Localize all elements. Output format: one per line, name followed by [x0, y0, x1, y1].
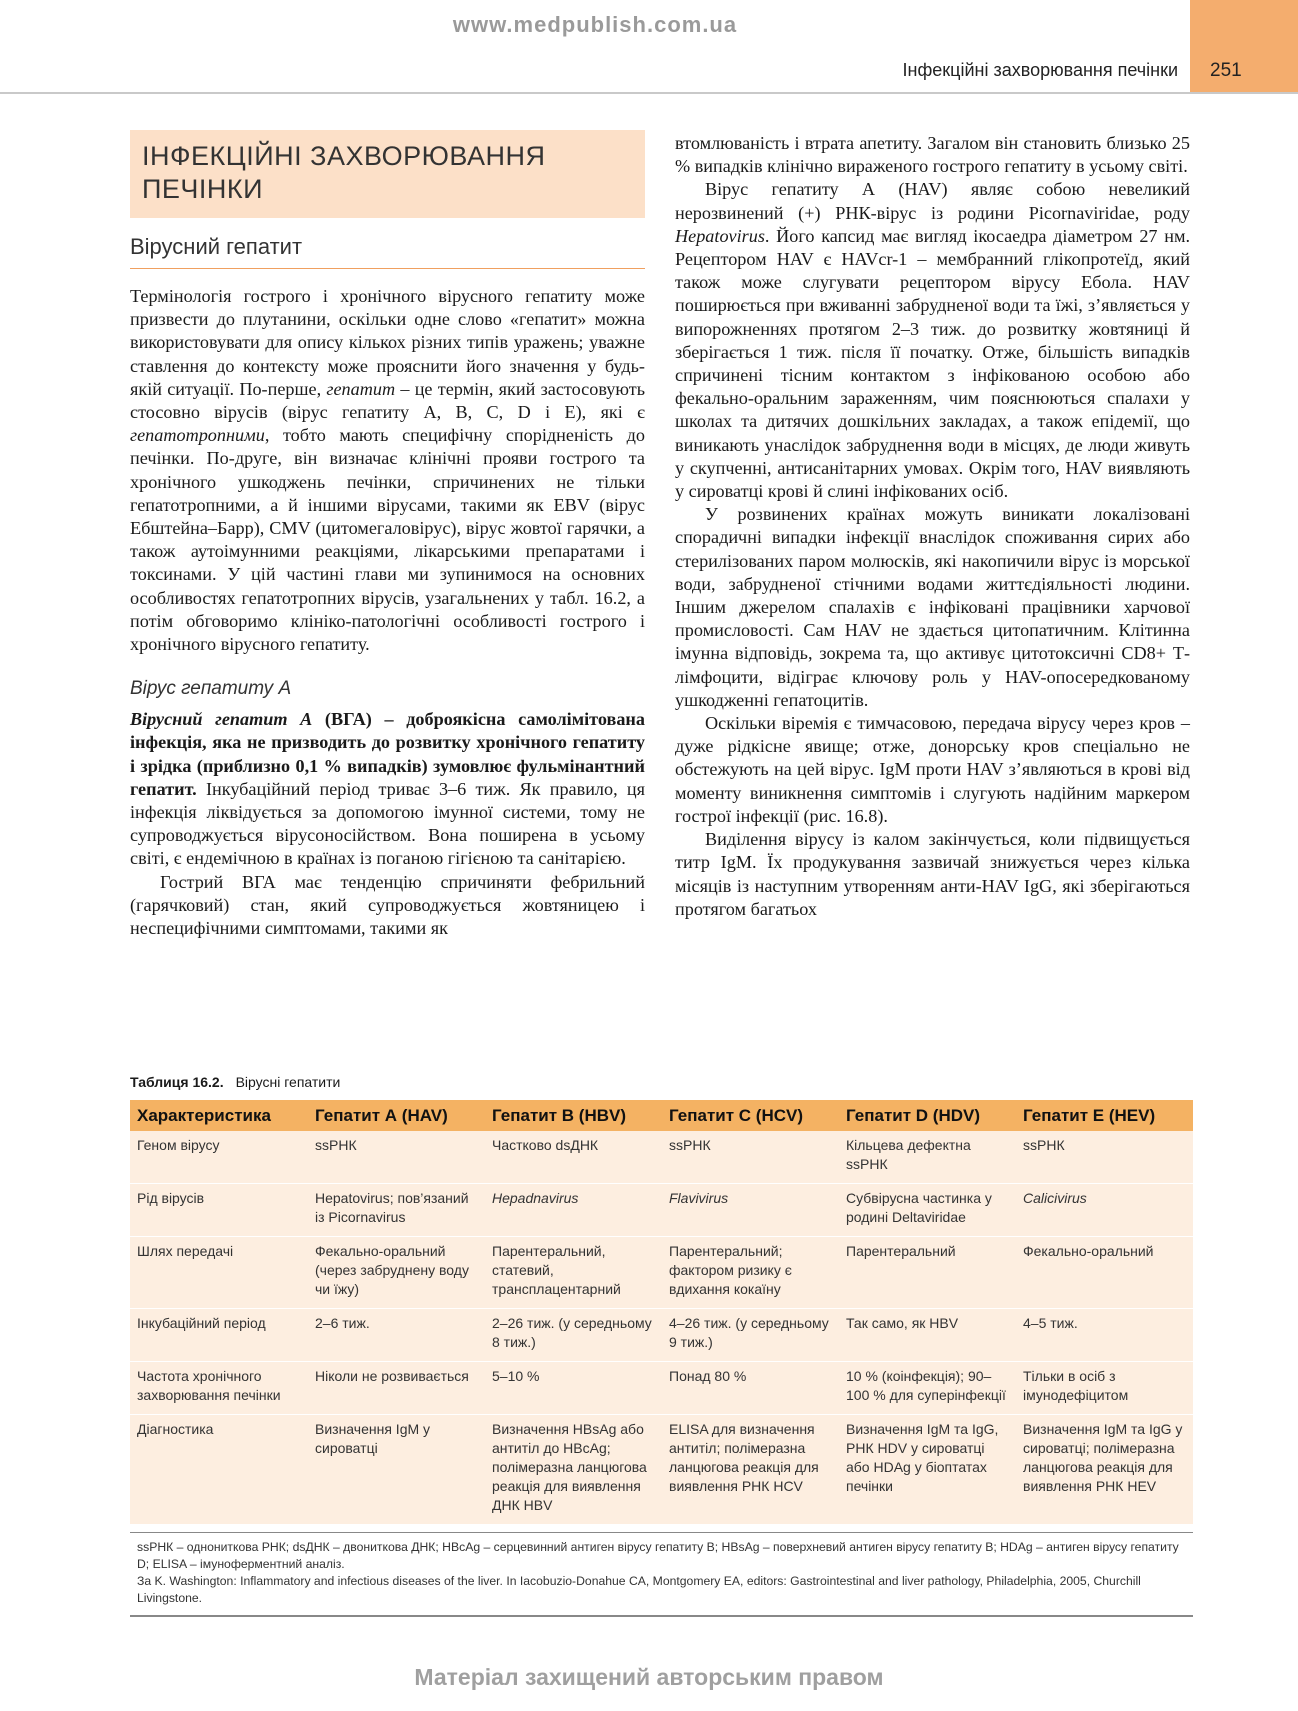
table-cell: 2–26 тиж. (у середньому 8 тиж.)	[492, 1315, 652, 1350]
bottom-watermark: Матеріал захищений авторським правом	[414, 1664, 884, 1690]
table-row	[130, 1309, 1193, 1362]
table-cell: Визначення IgM та IgG у сироватці; полімеразна ланцюгова реакція для виявлення РНК HEV	[1023, 1421, 1183, 1494]
page-number: 251	[1210, 60, 1242, 81]
header-cell: Гепатит С (HCV)	[662, 1100, 839, 1131]
table-cell: Рід вірусів	[137, 1190, 205, 1206]
paragraph-virus-description	[675, 178, 1190, 503]
table-cell: ELISA для визначення антитіл; полімеразна ланцюгова реакція для виявлення РНК HCV	[669, 1421, 819, 1494]
table-cell: Ніколи не розвивається	[315, 1368, 469, 1384]
table-header-row	[130, 1100, 1193, 1131]
table-cell: Calicivirus	[1023, 1190, 1087, 1206]
table-caption	[130, 1074, 1193, 1090]
table-cell: Тільки в осіб з імунодефіцитом	[1023, 1368, 1129, 1403]
table-cell: Геном вірусу	[137, 1137, 220, 1153]
table-row	[130, 1184, 1193, 1237]
table-cell: Понад 80 %	[669, 1368, 747, 1384]
right-column	[675, 132, 1190, 921]
table-cell: 4–26 тиж. (у середньому 9 тиж.)	[669, 1315, 829, 1350]
table-cell: Hepatovirus; пов’язаний із Picornavirus	[315, 1190, 469, 1225]
table-notes	[130, 1532, 1193, 1615]
paragraph-terminology	[130, 285, 645, 656]
table-caption-text: Вірусні гепатити	[235, 1074, 341, 1090]
top-watermark: www.medpublish.com.ua	[452, 12, 738, 37]
subsection-title: Вірус гепатиту А	[130, 678, 292, 700]
text-run: Інкубаційний період триває 3–6 тиж. Як правило, ця інфекція ліквідується за допомогою імунної системи, тому не супроводжується вірусоносійством. Вона поширена в усьому світі, є ендемічною в країнах із поганою гігієною та санітарією.	[130, 778, 645, 869]
table-cell: 2–6 тиж.	[315, 1315, 370, 1331]
text-run: , тобто мають специфічну спорідненість до печінки. По-друге, він визначає клінічні прояви гострого та хронічного ушкоджень печінки, спричинених не тільки гепатотропними, а й іншими вірусами, такими як EBV (вірус Ебштейна–Барр), CMV (цитомегаловірус), вірус жовтої гарячки, а також аутоімунними реакціями, лікарськими препаратами і токсинами. У цій частині глави ми зупинимося на основних особливостях гепатотропних вірусів, узагальнених у табл. 16.2, а потім обговоримо клініко-патологічні особливості гострого і хронічного вірусного гепатиту.	[130, 425, 645, 655]
table-block	[130, 1074, 1193, 1617]
table-row	[130, 1237, 1193, 1309]
paragraph-viremia: Оскільки віремія є тимчасовою, передача вірусу через кров – дуже рідкісне явище; отже, донорську кров спеціально не обстежують на цей вірус. IgM проти HAV з’являються в крові від моменту виникнення симптомів і слугують надійним маркером гострої інфекції (рис. 16.8).	[675, 713, 1190, 826]
italic-term: гепатотропними	[130, 425, 265, 446]
chapter-title-line-2: ПЕЧІНКИ	[142, 174, 264, 204]
table-cell: ssРНК	[1023, 1137, 1065, 1153]
running-head: Інфекційні захворювання печінки	[902, 60, 1178, 80]
table-cell: Парентеральний	[846, 1243, 956, 1259]
left-body-text	[130, 285, 645, 940]
table-abbreviations-note: ssРНК – однониткова РНК; dsДНК – двониткова ДНК; HBcAg – серцевинний антиген вірусу гепатиту B; HBsAg – поверхневий антиген вірусу гепатиту B; HDAg – антиген вірусу гепатиту D; ELISA – імуноферментний аналіз.	[137, 1540, 1179, 1571]
table-source-note: За K. Washington: Inflammatory and infectious diseases of the liver. In Iacobuzio-Donahue CA, Montgomery EA, editors: Gastrointestinal and liver pathology, Philadelphia, 2005, Churchill Livingstone.	[137, 1574, 1141, 1605]
table-cell: Кільцева дефектна ssРНК	[846, 1137, 971, 1172]
text-run: Термінологія гострого і хронічного вірусного гепатиту може призвести до плутанини, оскільки одне слово «гепатит» можна використовувати для опису кількох різних типів уражень; уважне ставлення до контексту може прояснити його значення у будь-якій ситуації. По-перше,	[130, 286, 645, 399]
paragraph-acute-hav: Гострий ВГА має тенденцію спричиняти фебрильний (гарячковий) стан, який супроводжується жовтяницею і неспецифічними симптомами, такими як	[130, 871, 645, 939]
table-cell: Діагностика	[137, 1421, 214, 1437]
table-cell: Інкубаційний період	[137, 1315, 266, 1331]
table-cell: Визначення IgM у сироватці	[315, 1421, 431, 1456]
table-cell: Визначення IgM та IgG, РНК HDV у сироватці або HDAg у біоптатах печінки	[846, 1421, 999, 1494]
section-title: Вірусний гепатит	[130, 234, 645, 269]
italic-term: гепатит	[326, 378, 396, 399]
chapter-title-line-1: ІНФЕКЦІЙНІ ЗАХВОРЮВАННЯ	[142, 141, 546, 171]
paragraph-developed-countries: У розвинених країнах можуть виникати локалізовані спорадичні випадки інфекції внаслідок споживання сирих або стерилізованих паром молюсків, які накопичили вірус із морської води, забрудненої стічними водами життєдіяльності людини. Іншим джерелом спалахів є інфіковані працівники харчової промисловості. Сам HAV не здається цитопатичним. Клітинна імунна відповідь, зокрема та, що активує цитотоксичні CD8+ Т-лімфоцити, відіграє ключову роль у HAV-опосередкованому ушкодженні гепатоцитів.	[675, 504, 1190, 710]
header-rule	[0, 92, 1298, 94]
table-cell: Парентеральний, статевий, трансплацентарний	[492, 1243, 621, 1297]
table-caption-label: Таблиця 16.2.	[130, 1074, 224, 1090]
chapter-title	[130, 130, 645, 218]
table-cell: ssРНК	[315, 1137, 357, 1153]
table-cell: Фекально-оральний	[1023, 1243, 1154, 1259]
paragraph-shedding: Виділення вірусу із калом закінчується, коли підвищується титр IgM. Їх продукування зазвичай знижується через кілька місяців із наступним утворенням анти-HAV IgG, які зберігаються протягом багатьох	[675, 829, 1190, 919]
table-cell: 10 % (коінфекція); 90–100 % для суперінфекції	[846, 1368, 1006, 1403]
table-cell: Hepadnavirus	[492, 1190, 579, 1206]
header-cell: Характеристика	[130, 1100, 308, 1131]
paragraph-continued: втомлюваність і втрата апетиту. Загалом він становить близько 25 % випадків клінічно вираженого гострого гепатиту в усьому світі.	[675, 133, 1190, 177]
table-cell: ssРНК	[669, 1137, 711, 1153]
table-cell: Так само, як HBV	[846, 1315, 959, 1331]
table-cell: Частота хронічного захворювання печінки	[137, 1368, 281, 1403]
text-run: – це термін, який застосовують стосовно вірусів (вірус гепатиту A, B, C, D і E), які є	[130, 378, 645, 423]
hepatitis-table	[130, 1100, 1193, 1524]
table-cell: Частково dsДНК	[492, 1137, 599, 1153]
table-cell: 4–5 тиж.	[1023, 1315, 1078, 1331]
bold-italic-term: Вірусний гепатит А	[130, 709, 313, 730]
bold-text: (ВГА) – доброякісна самолімітована інфекція, яка не призводить до розвитку хронічного гепатиту і зрідка (приблизно 0,1 % випадків) зумовлює фульмінантний гепатит.	[130, 709, 645, 799]
text-run: . Його капсид має вигляд ікосаедра діаметром 27 нм. Рецептором HAV є HAVcr-1 – мембранний глікопротеїд, який також може слугувати рецептором вірусу Ебола. HAV поширюється при вживанні забрудненої води та їжі, з’являється у випорожненнях протягом 2–3 тиж. до розвитку жовтяниці й зберігається 1 тиж. після її початку. Отже, більшість випадків спричинені тісним контактом з інфікованою особою або фекально-оральним зараженням, чим пояснюються спалахи у школах та дитячих дошкільних закладах, а також епідемії, що виникають унаслідок забруднення води в місцях, де люди живуть у скупченні, антисанітарних умовах. Окрім того, HAV виявляють у сироватці крові й слині інфікованих осіб.	[675, 225, 1190, 502]
table-cell: Субвірусна частинка у родині Deltaviridae	[846, 1190, 992, 1225]
page-number-tab	[1190, 0, 1298, 93]
table-cell: Flavivirus	[669, 1190, 729, 1206]
header-cell: Гепатит Е (HEV)	[1016, 1100, 1193, 1131]
table-cell: Визначення HBsAg або антитіл до HBcAg; полімеразна ланцюгова реакція для виявлення ДНК HBV	[492, 1421, 647, 1513]
header-cell: Гепатит В (HBV)	[485, 1100, 662, 1131]
table-bottom-rule	[130, 1615, 1193, 1617]
text-run: Вірус гепатиту А (HAV) являє собою невеликий нерозвинений (+) РНК-вірус із родини Picornaviridae, роду	[675, 179, 1190, 223]
right-body-text	[675, 132, 1190, 921]
table-row	[130, 1362, 1193, 1415]
left-column	[130, 130, 645, 940]
paragraph-hav-intro	[130, 708, 645, 870]
header-cell: Гепатит А (HAV)	[308, 1100, 485, 1131]
header-cell: Гепатит D (HDV)	[839, 1100, 1016, 1131]
table-cell: Шлях передачі	[137, 1243, 234, 1259]
table-row	[130, 1131, 1193, 1184]
table-cell: 5–10 %	[492, 1368, 540, 1384]
table-row	[130, 1415, 1193, 1525]
table-cell: Парентеральний; фактором ризику є вдихання кокаїну	[669, 1243, 792, 1297]
table-cell: Фекально-оральний (через забруднену воду чи їжу)	[315, 1243, 469, 1297]
italic-term: Hepatovirus	[675, 225, 765, 246]
